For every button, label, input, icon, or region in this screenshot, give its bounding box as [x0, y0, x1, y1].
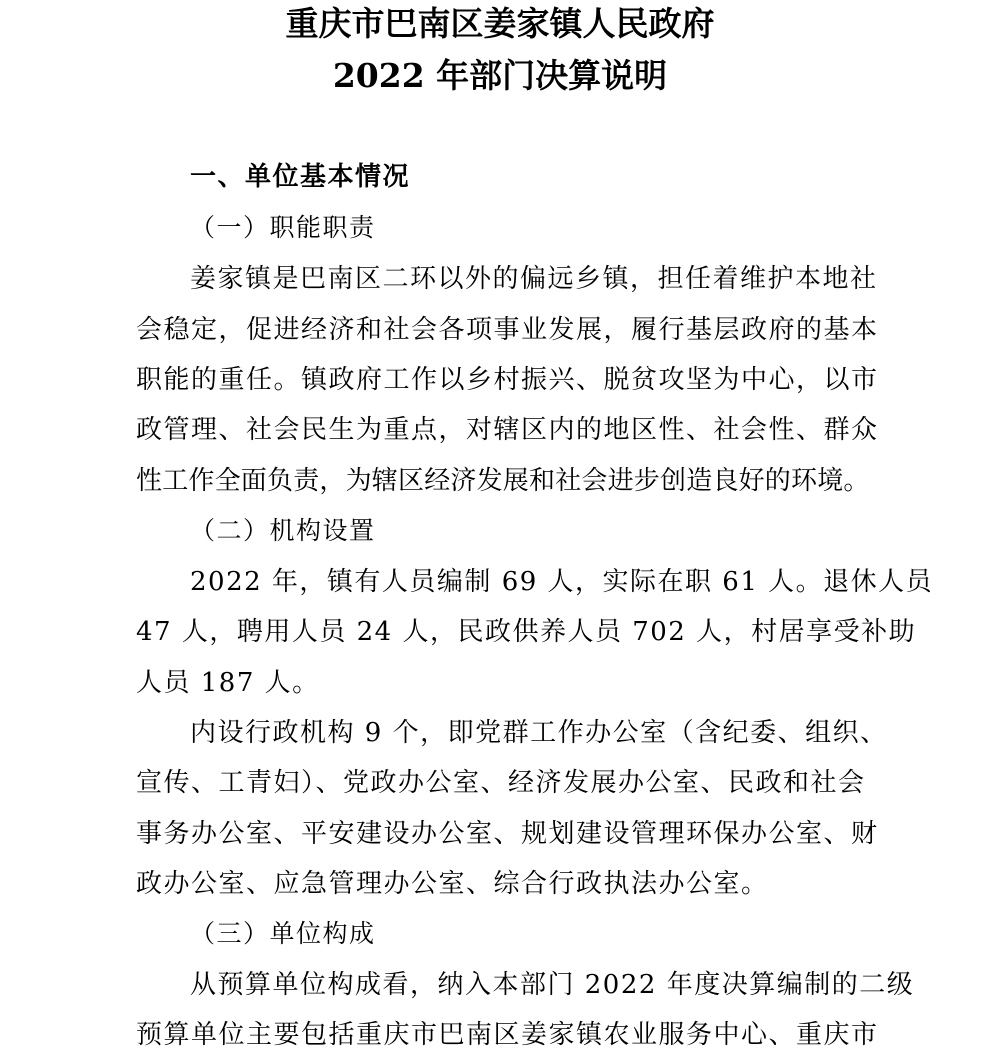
subheading-composition: （三）单位构成	[190, 919, 376, 948]
subheading-organization: （二）机构设置	[190, 516, 376, 545]
paragraph-functions-line-1: 姜家镇是巴南区二环以外的偏远乡镇，担任着维护本地社	[190, 264, 878, 294]
document-title-line-1: 重庆市巴南区姜家镇人民政府	[285, 4, 715, 43]
paragraph-composition-line-2: 预算单位主要包括重庆市巴南区姜家镇农业服务中心、重庆市	[136, 1020, 879, 1050]
paragraph-staffing-line-2: 47 人，聘用人员 24 人，民政供养人员 702 人，村居享受补助	[136, 617, 917, 647]
document-title-line-2: 2022 年部门决算说明	[332, 56, 668, 95]
paragraph-functions-line-4: 政管理、社会民生为重点，对辖区内的地区性、社会性、群众	[136, 415, 879, 445]
paragraph-functions-line-2: 会稳定，促进经济和社会各项事业发展，履行基层政府的基本	[136, 315, 879, 345]
paragraph-functions-line-5: 性工作全面负责，为辖区经济发展和社会进步创造良好的环境。	[136, 466, 870, 496]
paragraph-composition-line-1: 从预算单位构成看，纳入本部门 2022 年度决算编制的二级	[190, 970, 915, 1000]
paragraph-departments-line-1: 内设行政机构 9 个，即党群工作办公室（含纪委、组织、	[190, 718, 888, 748]
paragraph-staffing-line-1: 2022 年，镇有人员编制 69 人，实际在职 61 人。退休人员	[190, 567, 934, 597]
subheading-functions: （一）职能职责	[190, 213, 376, 242]
paragraph-departments-line-3: 事务办公室、平安建设办公室、规划建设管理环保办公室、财	[136, 819, 879, 849]
paragraph-departments-line-2: 宣传、工青妇）、党政办公室、经济发展办公室、民政和社会	[136, 768, 866, 798]
paragraph-staffing-line-3: 人员 187 人。	[136, 668, 320, 698]
paragraph-departments-line-4: 政办公室、应急管理办公室、综合行政执法办公室。	[136, 869, 769, 899]
paragraph-functions-line-3: 职能的重任。镇政府工作以乡村振兴、脱贫攻坚为中心，以市	[136, 365, 879, 395]
section-heading-basic-info: 一、单位基本情况	[190, 162, 411, 192]
